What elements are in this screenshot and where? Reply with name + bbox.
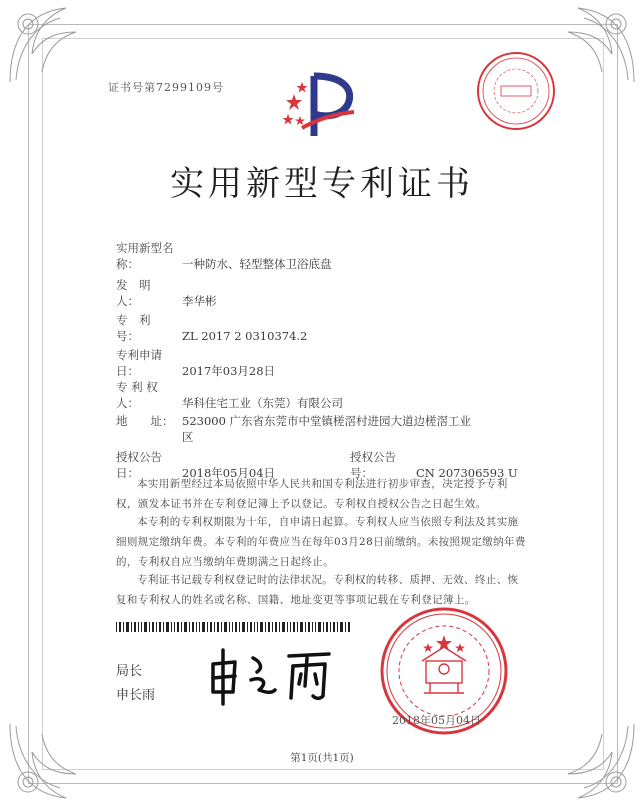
corner-ornament-top-left (6, 2, 92, 88)
director-title: 局长 (116, 664, 143, 679)
certificate-number: 证书号第7299109号 (108, 81, 224, 94)
field-value: ZL 2017 2 0310374.2 (182, 329, 308, 343)
field-value: 一种防水、轻型整体卫浴底盘 (182, 257, 332, 271)
page-number: 第1页(共1页) (290, 752, 354, 764)
top-right-red-seal (475, 50, 557, 132)
paragraph-term-and-fees: 本专利的专利权期限为十年，自申请日起算。专利权人应当依照专利法及其实施细则规定缴纳年费。本专利的年费应当在每年03月28日前缴纳。未按照规定缴纳年费的，专利权自应当缴纳年费期满之日起终止。 (116, 516, 526, 568)
field-label: 授权公告号： (350, 450, 396, 480)
field-patent-number (116, 312, 307, 344)
field-filing-date (116, 347, 275, 379)
field-value: 2018年05月04日 (182, 466, 276, 480)
director-signature-icon (205, 646, 335, 706)
field-value: 2017年03月28日 (182, 364, 276, 378)
field-value: 李华彬 (182, 294, 217, 308)
field-value: 华科住宅工业（东莞）有限公司 (182, 396, 343, 410)
field-label: 发 明 人： (116, 278, 162, 308)
field-label: 授权公告日： (116, 450, 162, 480)
paragraph-grant-decision: 本实用新型经过本局依照中华人民共和国专利法进行初步审查，决定授予专利权，颁发本证书并在专利登记簿上予以登记。专利权自授权公告之日起生效。 (116, 478, 508, 510)
paragraph-legal-status: 专利证书记载专利权登记时的法律状况。专利权的转移、质押、无效、终止、恢复和专利权人的姓名或名称、国籍、地址变更等事项记载在专利登记簿上。 (116, 574, 519, 606)
field-label: 专 利 权 人： (116, 380, 158, 410)
field-address (116, 413, 471, 429)
seal-date: 2018年05月04日 (392, 714, 481, 727)
field-label: 地 址： (116, 414, 174, 428)
corner-ornament-top-right (552, 2, 638, 88)
field-value: 区 (182, 430, 194, 444)
field-patentee (116, 379, 343, 411)
field-address-line2 (182, 429, 194, 445)
field-label: 专 利 号： (116, 313, 162, 343)
field-value: CN 207306593 U (416, 466, 518, 480)
director-name: 申长雨 (116, 688, 156, 703)
barcode (116, 622, 351, 632)
patent-office-emblem-icon (282, 70, 362, 142)
field-label: 专利申请日： (116, 348, 162, 378)
field-inventor (116, 277, 217, 309)
field-label: 实用新型名称： (116, 241, 174, 271)
field-utility-model-name (116, 240, 332, 272)
certificate-title: 实用新型专利证书 (170, 164, 474, 204)
field-value: 523000 广东省东莞市中堂镇槎滘村进园大道边槎滘工业 (182, 414, 472, 428)
